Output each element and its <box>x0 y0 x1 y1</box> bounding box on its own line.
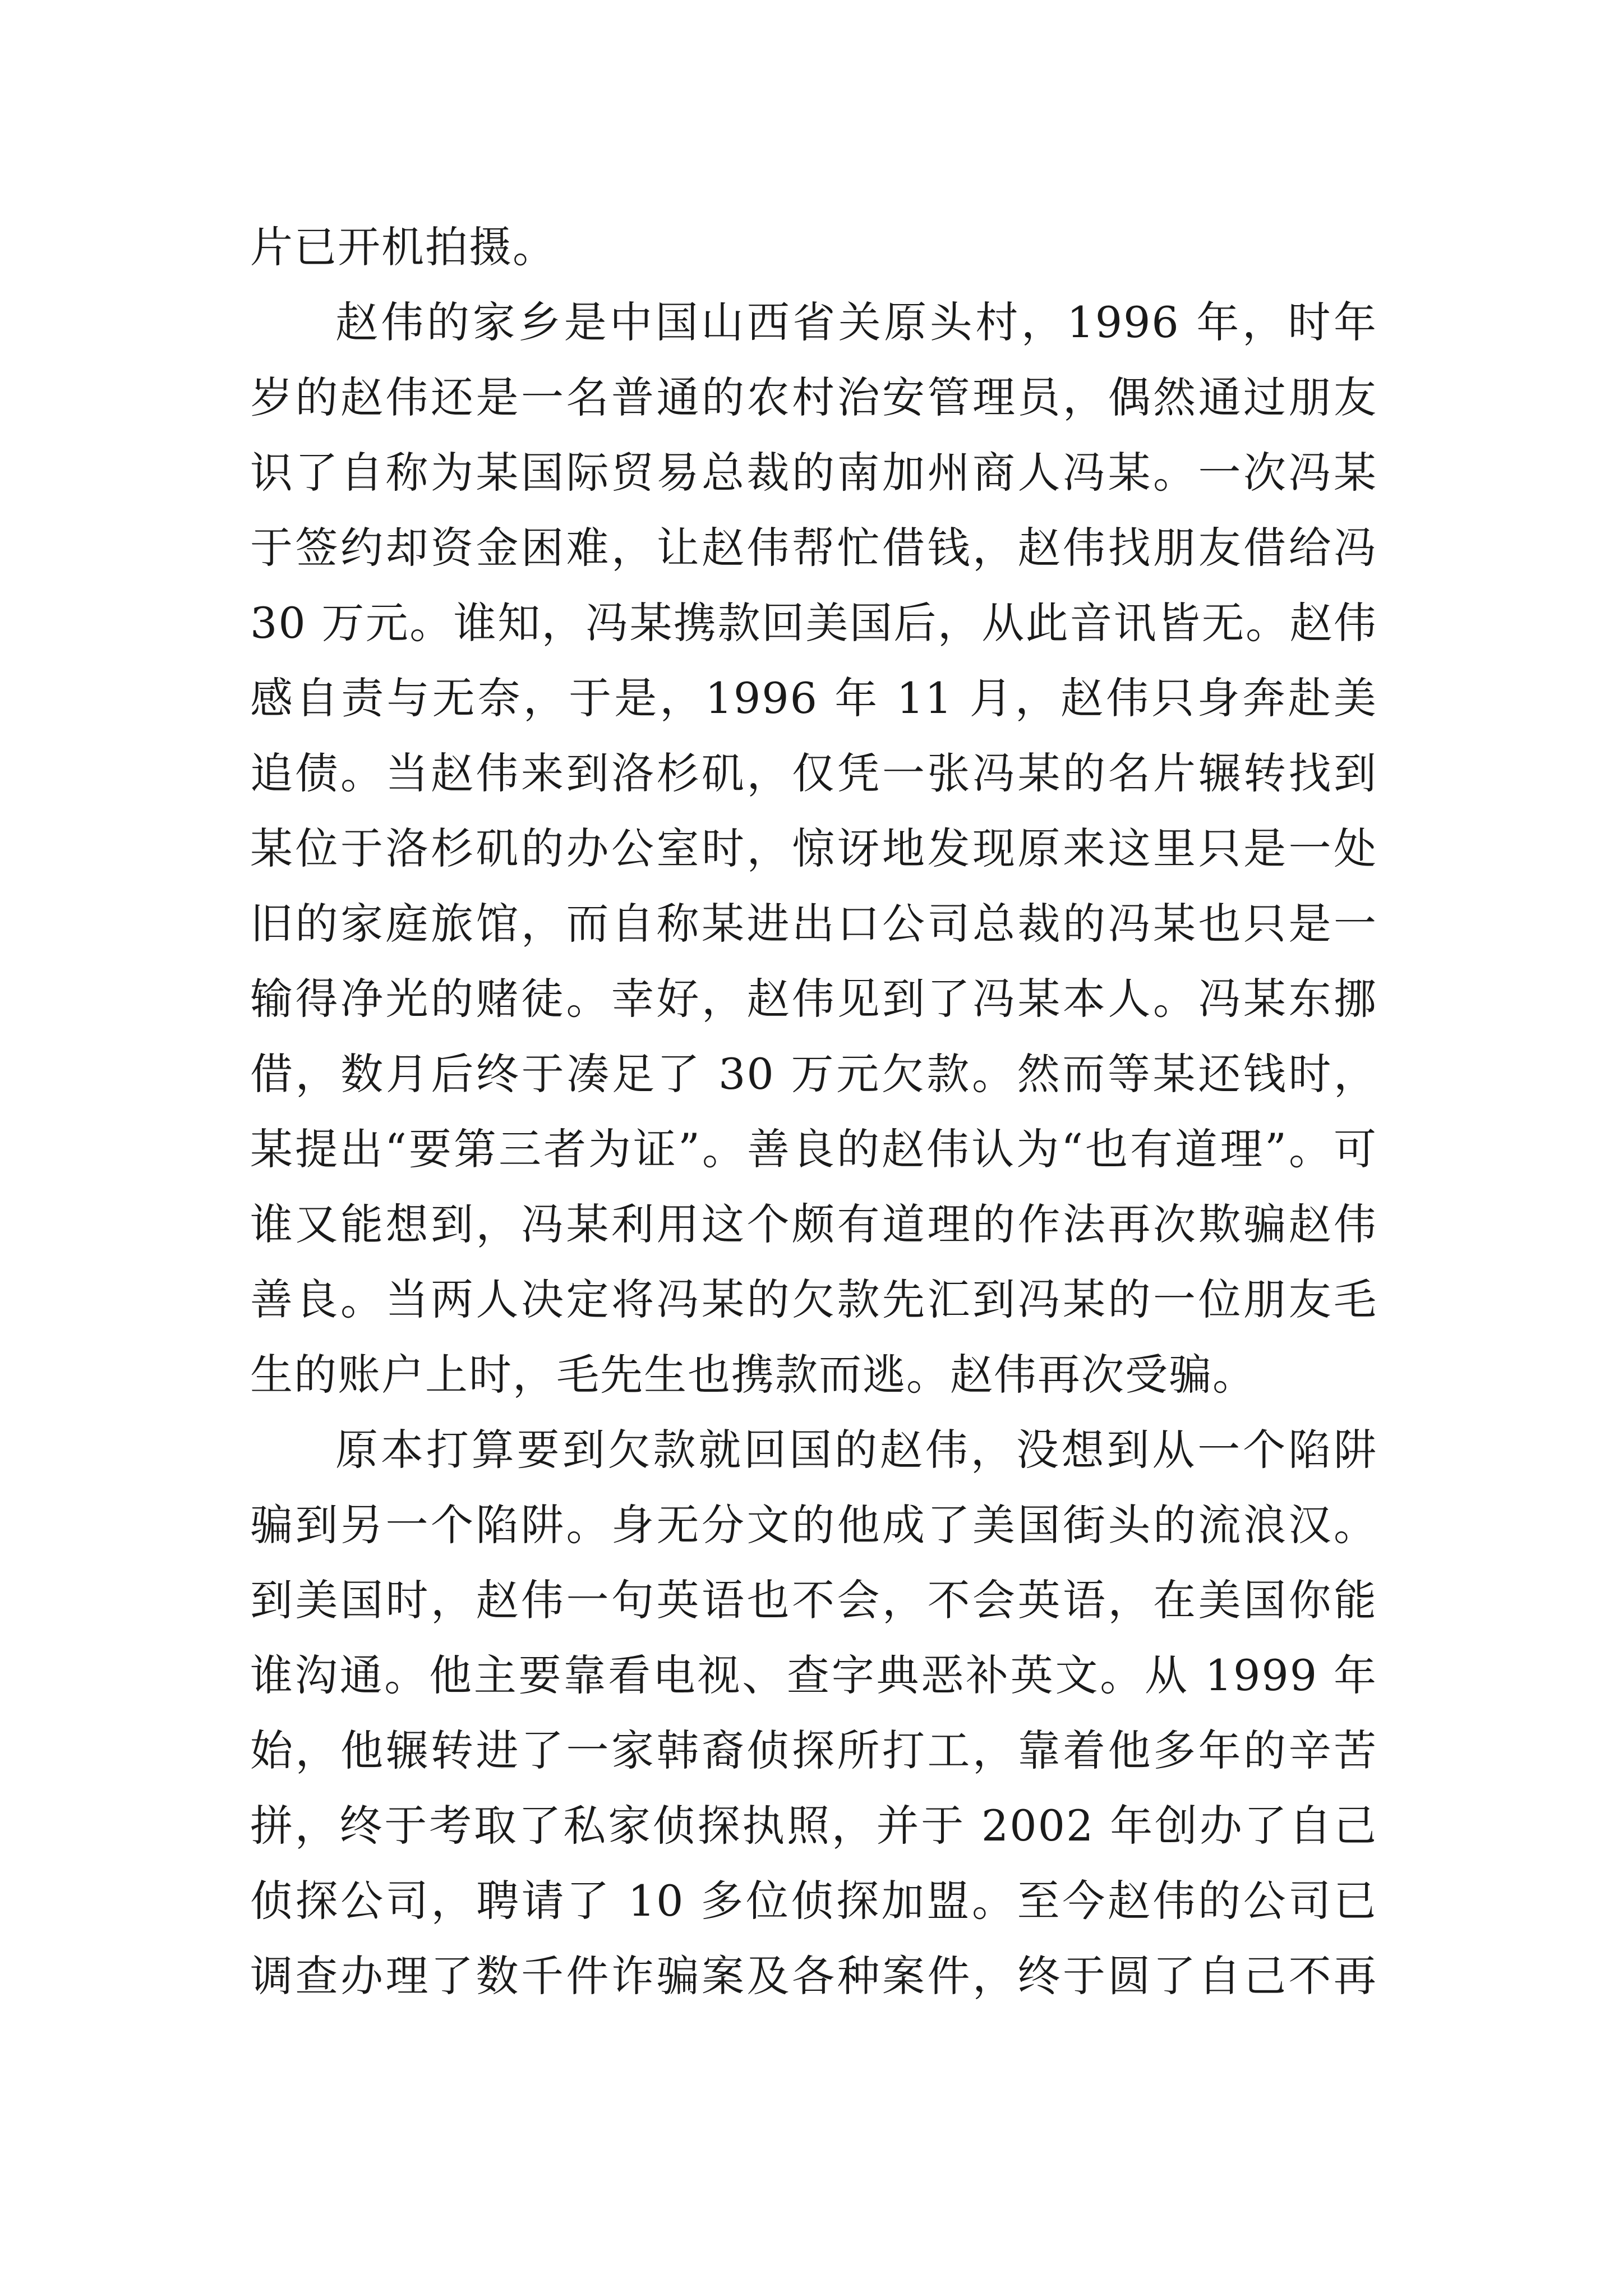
text-line: 骗到另一个陷阱。身无分文的他成了美国街头的流浪汉。 <box>250 1500 1377 1550</box>
text-line: 感自责与无奈，于是，1996 年 11 月，赵伟只身奔赴美 <box>250 673 1377 723</box>
text-line: 某提出“要第三者为证”。善良的赵伟认为“也有道理”。可 <box>250 1124 1377 1174</box>
text-line: 谁又能想到，冯某利用这个颇有道理的作法再次欺骗赵伟 <box>250 1199 1377 1249</box>
text-line: 拼，终于考取了私家侦探执照，并于 2002 年创办了自己 <box>250 1801 1377 1851</box>
text-line: 某位于洛杉矶的办公室时，惊讶地发现原来这里只是一处 <box>250 823 1377 873</box>
text-line: 始，他辗转进了一家韩裔侦探所打工，靠着他多年的辛苦 <box>250 1726 1377 1775</box>
text-line: 片已开机拍摄。 <box>250 222 556 272</box>
text-line: 赵伟的家乡是中国山西省关原头村，1996 年，时年 <box>335 297 1377 347</box>
text-line: 调查办理了数千件诈骗案及各种案件，终于圆了自己不再 <box>250 1951 1377 2001</box>
text-line: 旧的家庭旅馆，而自称某进出口公司总裁的冯某也只是一 <box>250 899 1377 949</box>
text-line: 追债。当赵伟来到洛杉矶，仅凭一张冯某的名片辗转找到 <box>250 748 1377 798</box>
text-line: 善良。当两人决定将冯某的欠款先汇到冯某的一位朋友毛 <box>250 1274 1377 1324</box>
text-line: 生的账户上时，毛先生也携款而逃。赵伟再次受骗。 <box>250 1350 1256 1400</box>
text-line: 输得净光的赌徒。幸好，赵伟见到了冯某本人。冯某东挪 <box>250 974 1377 1024</box>
text-line: 于签约却资金困难，让赵伟帮忙借钱，赵伟找朋友借给冯 <box>250 523 1377 573</box>
text-line: 借，数月后终于凑足了 30 万元欠款。然而等某还钱时， <box>250 1049 1377 1099</box>
body-text <box>250 210 1377 2014</box>
text-line: 侦探公司，聘请了 10 多位侦探加盟。至今赵伟的公司已 <box>250 1876 1377 1926</box>
text-line: 谁沟通。他主要靠看电视、查字典恶补英文。从 1999 年 <box>250 1650 1377 1700</box>
text-line: 识了自称为某国际贸易总裁的南加州商人冯某。一次冯某 <box>250 448 1377 498</box>
text-line: 原本打算要到欠款就回国的赵伟，没想到从一个陷阱 <box>335 1425 1377 1475</box>
text-line: 30 万元。谁知，冯某携款回美国后，从此音讯皆无。赵伟 <box>250 598 1377 648</box>
text-line: 岁的赵伟还是一名普通的农村治安管理员，偶然通过朋友 <box>250 372 1377 422</box>
text-line: 到美国时，赵伟一句英语也不会，不会英语，在美国你能 <box>250 1575 1377 1625</box>
